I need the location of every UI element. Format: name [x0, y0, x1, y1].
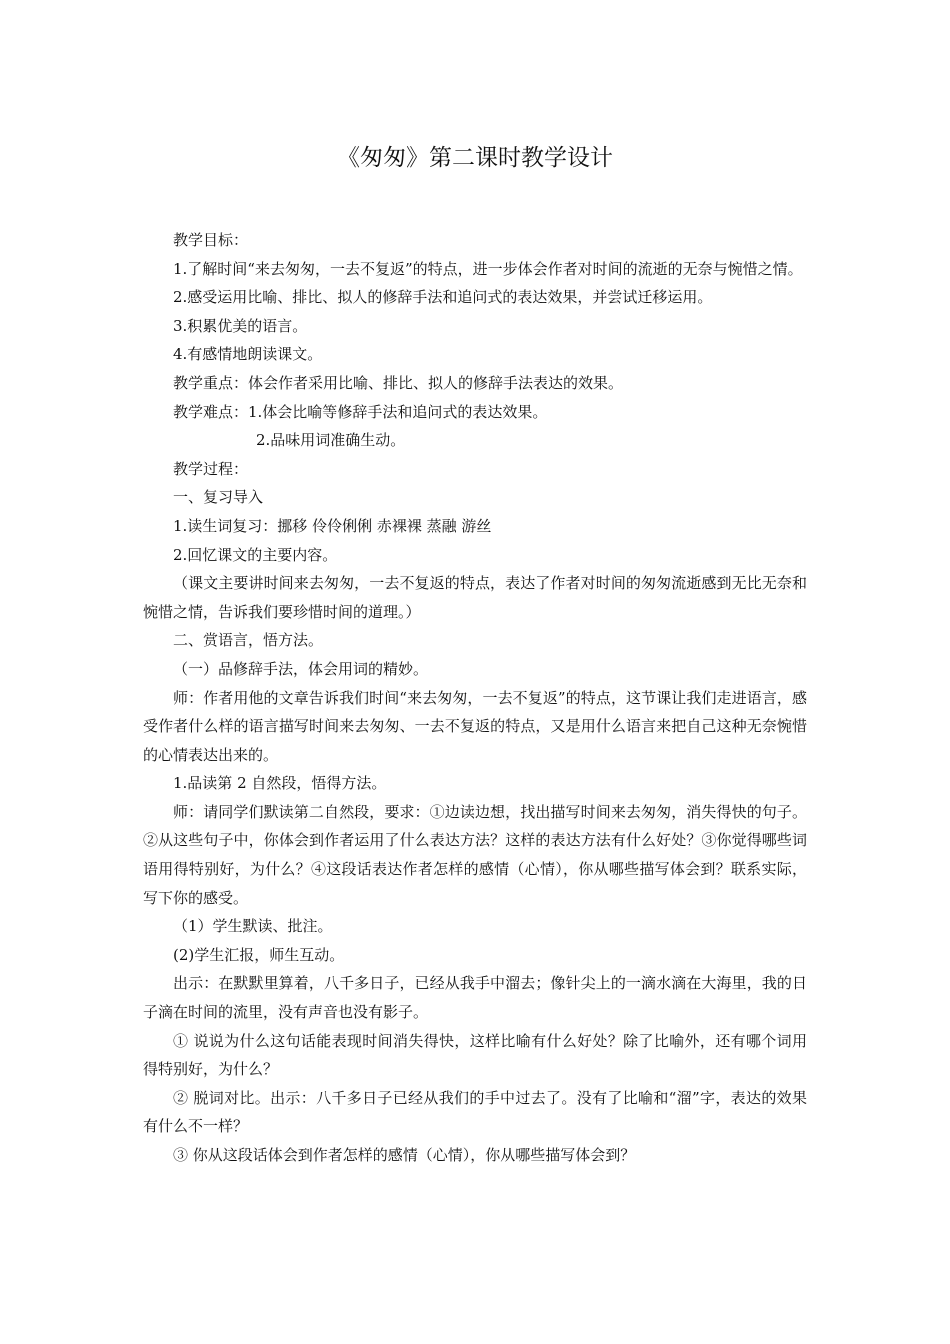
teaching-difficulty: 教学难点：1.体会比喻等修辞手法和追问式的表达效果。	[173, 402, 548, 421]
body-paragraph: ② 脱词对比。出示：八千多日子已经从我们的手中过去了。没有了比喻和“溜”字，表达的效果有什么不一样？	[143, 1088, 807, 1136]
body-paragraph: 师：请同学们默读第二自然段，要求：①边读边想，找出描写时间来去匆匆，消失得快的句子。②从这些句子中，你体会到作者运用了什么表达方法？这样的表达方法有什么好处？③你觉得哪些词语用得特别好，为什么？④这段话表达作者怎样的感情（心情），你从哪些描写体会到？联系实际，写下你的感受。	[143, 802, 807, 907]
step-heading: 一、复习导入	[173, 488, 264, 507]
body-paragraph: （1）学生默读、批注。	[173, 917, 333, 936]
document-body	[143, 226, 807, 1170]
section-heading-process: 教学过程：	[173, 459, 249, 478]
body-paragraph: ③ 你从这段话体会到作者怎样的感情（心情），你从哪些描写体会到？	[173, 1146, 636, 1164]
objective-item: 4.有感情地朗读课文。	[173, 345, 323, 364]
objective-item: 2.感受运用比喻、排比、拟人的修辞手法和追问式的表达效果，并尝试迁移运用。	[173, 288, 713, 307]
step-heading: 二、赏语言，悟方法。	[173, 631, 324, 650]
teaching-focus: 教学重点：体会作者采用比喻、排比、拟人的修辞手法表达的效果。	[173, 373, 624, 392]
body-paragraph: 1.读生词复习：挪移 伶伶俐俐 赤裸裸 蒸融 游丝	[173, 516, 492, 535]
body-paragraph: （课文主要讲时间来去匆匆，一去不复返的特点，表达了作者对时间的匆匆流逝感到无比无奈和惋惜之情，告诉我们要珍惜时间的道理。）	[143, 574, 807, 621]
body-paragraph: 出示：在默默里算着，八千多日子，已经从我手中溜去；像针尖上的一滴水滴在大海里，我的日子滴在时间的流里，没有声音也没有影子。	[143, 974, 807, 1022]
body-paragraph: 师：作者用他的文章告诉我们时间“来去匆匆，一去不复返”的特点，这节课让我们走进语言，感受作者什么样的语言描写时间来去匆匆、一去不复返的特点，又是用什么语言来把自己这种无奈惋惜的心情表达出来的。	[143, 688, 807, 764]
body-paragraph: 2.回忆课文的主要内容。	[173, 545, 338, 564]
objective-item: 3.积累优美的语言。	[173, 316, 308, 335]
body-paragraph: ① 说说为什么这句话能表现时间消失得快，这样比喻有什么好处？除了比喻外，还有哪个词用得特别好，为什么？	[143, 1031, 807, 1079]
body-paragraph: 1.品读第 2 自然段，悟得方法。	[173, 774, 387, 793]
objective-item: 1.了解时间“来去匆匆，一去不复返”的特点，进一步体会作者对时间的流逝的无奈与惋惜之情。	[173, 259, 803, 278]
section-heading-objectives: 教学目标：	[173, 231, 249, 249]
document-title: 《匆匆》第二课时教学设计	[337, 145, 613, 171]
sub-heading: （一）品修辞手法，体会用词的精妙。	[173, 659, 429, 678]
body-paragraph: (2)学生汇报，师生互动。	[173, 945, 345, 964]
teaching-difficulty-continued: 2.品味用词准确生动。	[256, 431, 406, 450]
